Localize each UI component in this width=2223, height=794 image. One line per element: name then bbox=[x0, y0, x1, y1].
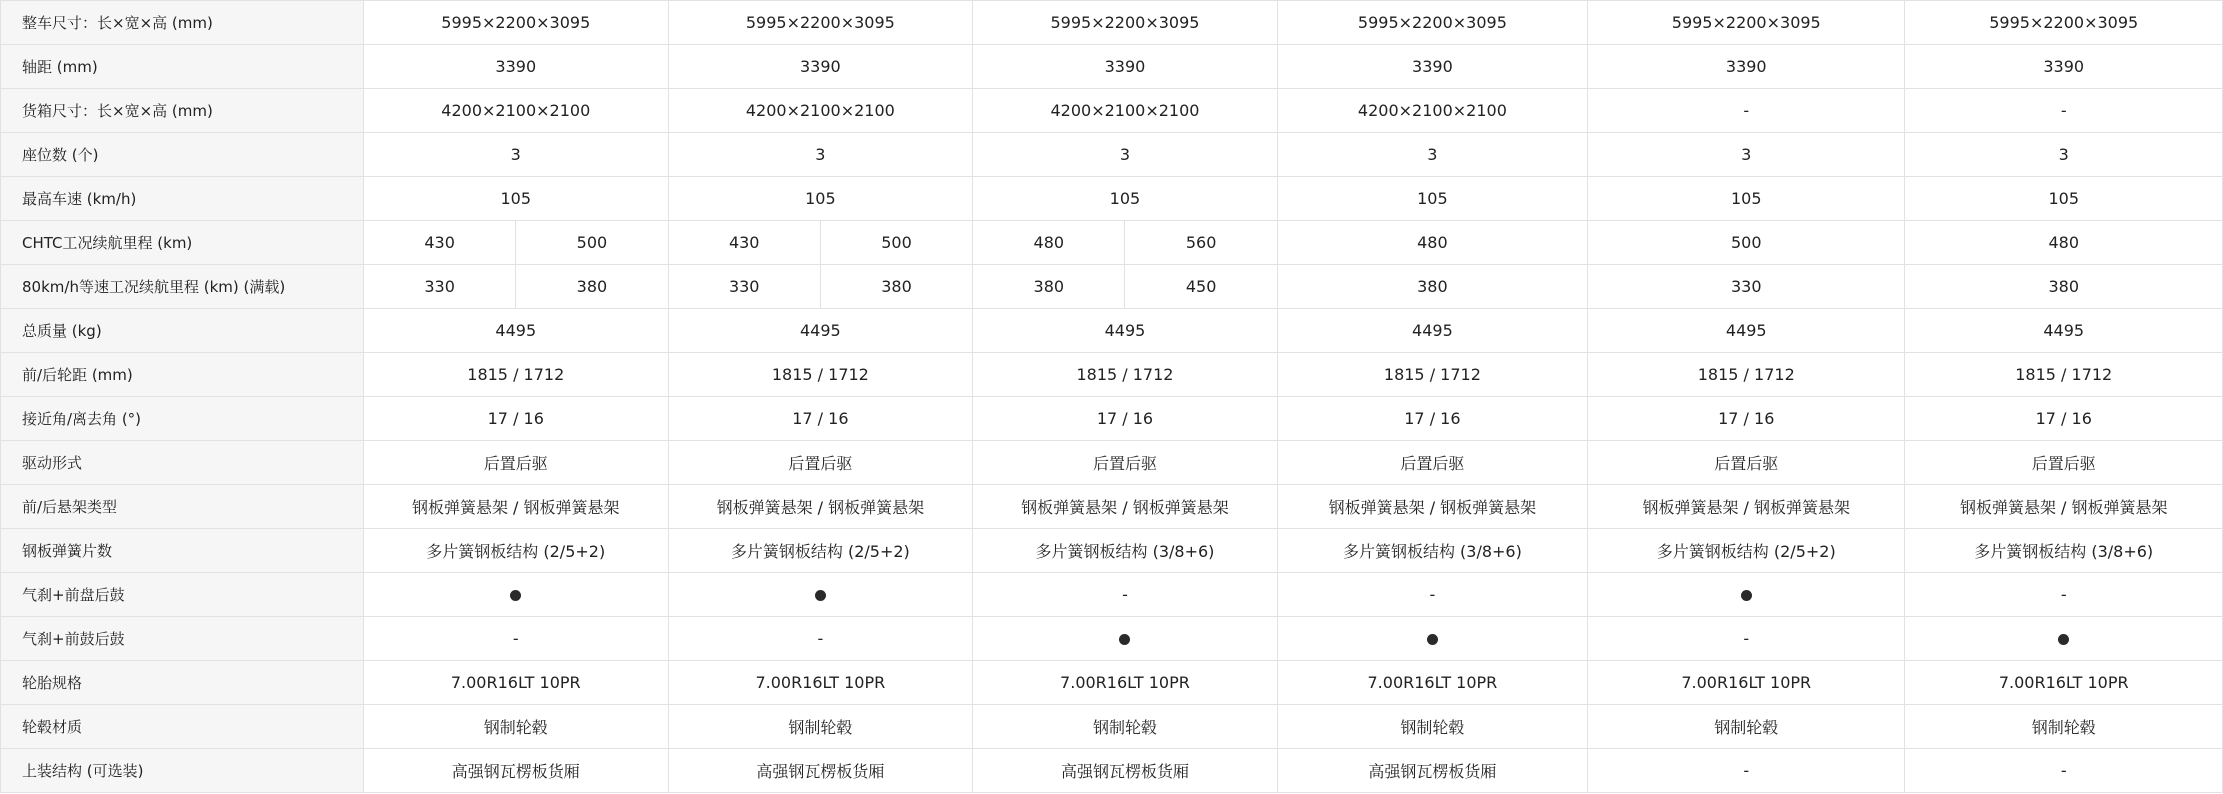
spec-subcell: 500 bbox=[820, 221, 972, 265]
spec-cell: - bbox=[1905, 89, 2223, 133]
spec-cell: 高强钢瓦楞板货厢 bbox=[973, 749, 1278, 793]
spec-cell: 1815 / 1712 bbox=[1277, 353, 1587, 397]
spec-row bbox=[1, 309, 2223, 353]
spec-cell: 17 / 16 bbox=[363, 397, 668, 441]
spec-cell: 5995×2200×3095 bbox=[1277, 1, 1587, 45]
spec-cell: 钢板弹簧悬架 / 钢板弹簧悬架 bbox=[1277, 485, 1587, 529]
spec-cell: 4495 bbox=[973, 309, 1278, 353]
spec-cell: - bbox=[1277, 573, 1587, 617]
spec-cell-standard bbox=[1277, 617, 1587, 661]
spec-cell: 4200×2100×2100 bbox=[363, 89, 668, 133]
spec-cell: - bbox=[973, 573, 1278, 617]
spec-cell: 钢制轮毂 bbox=[668, 705, 973, 749]
spec-cell: 4495 bbox=[1588, 309, 1905, 353]
spec-cell: 钢制轮毂 bbox=[973, 705, 1278, 749]
spec-row-label: 最高车速 (km/h) bbox=[1, 177, 364, 221]
spec-cell: 5995×2200×3095 bbox=[668, 1, 973, 45]
spec-cell-standard bbox=[973, 617, 1278, 661]
standard-dot-icon bbox=[1119, 634, 1130, 645]
spec-subcell: 380 bbox=[973, 265, 1125, 309]
standard-dot-icon bbox=[815, 590, 826, 601]
spec-cell: 3390 bbox=[1277, 45, 1587, 89]
spec-subcell: 450 bbox=[1125, 265, 1277, 309]
spec-cell: 后置后驱 bbox=[1277, 441, 1587, 485]
spec-cell: 7.00R16LT 10PR bbox=[363, 661, 668, 705]
spec-subcell: 380 bbox=[516, 265, 668, 309]
spec-subcell: 330 bbox=[668, 265, 820, 309]
spec-cell-standard bbox=[668, 573, 973, 617]
spec-cell: 多片簧钢板结构 (2/5+2) bbox=[1588, 529, 1905, 573]
spec-cell: 480 bbox=[1905, 221, 2223, 265]
spec-cell: 3390 bbox=[1905, 45, 2223, 89]
spec-cell: 1815 / 1712 bbox=[973, 353, 1278, 397]
spec-cell: 105 bbox=[1277, 177, 1587, 221]
spec-cell: 高强钢瓦楞板货厢 bbox=[668, 749, 973, 793]
spec-cell: 钢板弹簧悬架 / 钢板弹簧悬架 bbox=[668, 485, 973, 529]
spec-cell-standard bbox=[363, 573, 668, 617]
spec-row-label: 80km/h等速工况续航里程 (km) (满载) bbox=[1, 265, 364, 309]
spec-cell: - bbox=[1905, 749, 2223, 793]
spec-cell: 钢板弹簧悬架 / 钢板弹簧悬架 bbox=[1905, 485, 2223, 529]
spec-row-label: 驱动形式 bbox=[1, 441, 364, 485]
spec-cell: 后置后驱 bbox=[363, 441, 668, 485]
spec-cell: 3 bbox=[1277, 133, 1587, 177]
spec-row-label: 总质量 (kg) bbox=[1, 309, 364, 353]
spec-row bbox=[1, 705, 2223, 749]
spec-cell: 后置后驱 bbox=[1588, 441, 1905, 485]
spec-row-label: 气刹+前鼓后鼓 bbox=[1, 617, 364, 661]
spec-cell: 105 bbox=[973, 177, 1278, 221]
spec-cell: 17 / 16 bbox=[1588, 397, 1905, 441]
spec-cell: 105 bbox=[363, 177, 668, 221]
spec-cell: 多片簧钢板结构 (2/5+2) bbox=[668, 529, 973, 573]
spec-cell: 4495 bbox=[363, 309, 668, 353]
spec-row bbox=[1, 177, 2223, 221]
spec-cell: 3390 bbox=[1588, 45, 1905, 89]
spec-cell: 多片簧钢板结构 (3/8+6) bbox=[973, 529, 1278, 573]
spec-cell: 多片簧钢板结构 (3/8+6) bbox=[1905, 529, 2223, 573]
spec-cell: 105 bbox=[668, 177, 973, 221]
spec-subcell: 430 bbox=[668, 221, 820, 265]
spec-row bbox=[1, 133, 2223, 177]
spec-row bbox=[1, 89, 2223, 133]
standard-dot-icon bbox=[1427, 634, 1438, 645]
spec-row bbox=[1, 45, 2223, 89]
spec-row-label: 座位数 (个) bbox=[1, 133, 364, 177]
spec-cell: 105 bbox=[1905, 177, 2223, 221]
spec-cell: 高强钢瓦楞板货厢 bbox=[1277, 749, 1587, 793]
spec-cell: 1815 / 1712 bbox=[363, 353, 668, 397]
spec-cell: 1815 / 1712 bbox=[668, 353, 973, 397]
spec-row bbox=[1, 397, 2223, 441]
spec-cell: 多片簧钢板结构 (2/5+2) bbox=[363, 529, 668, 573]
spec-cell: 7.00R16LT 10PR bbox=[1905, 661, 2223, 705]
spec-cell: 钢板弹簧悬架 / 钢板弹簧悬架 bbox=[973, 485, 1278, 529]
spec-cell: 4495 bbox=[1277, 309, 1587, 353]
spec-cell: 17 / 16 bbox=[1905, 397, 2223, 441]
spec-cell: 4495 bbox=[668, 309, 973, 353]
spec-row-label: CHTC工况续航里程 (km) bbox=[1, 221, 364, 265]
spec-cell: 7.00R16LT 10PR bbox=[973, 661, 1278, 705]
spec-subcell: 430 bbox=[363, 221, 515, 265]
spec-row bbox=[1, 617, 2223, 661]
spec-subcell: 380 bbox=[820, 265, 972, 309]
spec-subcell: 480 bbox=[973, 221, 1125, 265]
spec-row-label: 气刹+前盘后鼓 bbox=[1, 573, 364, 617]
spec-cell: 330 bbox=[1588, 265, 1905, 309]
spec-cell: 高强钢瓦楞板货厢 bbox=[363, 749, 668, 793]
spec-cell: - bbox=[1588, 617, 1905, 661]
spec-cell: 钢板弹簧悬架 / 钢板弹簧悬架 bbox=[1588, 485, 1905, 529]
spec-cell: 105 bbox=[1588, 177, 1905, 221]
spec-cell: 钢制轮毂 bbox=[1277, 705, 1587, 749]
spec-cell: 后置后驱 bbox=[668, 441, 973, 485]
spec-cell: 3390 bbox=[973, 45, 1278, 89]
spec-cell: - bbox=[668, 617, 973, 661]
spec-row-label: 钢板弹簧片数 bbox=[1, 529, 364, 573]
spec-row-label: 接近角/离去角 (°) bbox=[1, 397, 364, 441]
spec-cell-standard bbox=[1588, 573, 1905, 617]
spec-cell: 480 bbox=[1277, 221, 1587, 265]
spec-cell: 380 bbox=[1905, 265, 2223, 309]
spec-cell: 多片簧钢板结构 (3/8+6) bbox=[1277, 529, 1587, 573]
spec-cell: - bbox=[1588, 89, 1905, 133]
spec-row bbox=[1, 573, 2223, 617]
spec-cell: 4495 bbox=[1905, 309, 2223, 353]
spec-cell-standard bbox=[1905, 617, 2223, 661]
spec-row-label: 轮胎规格 bbox=[1, 661, 364, 705]
spec-cell: 钢制轮毂 bbox=[363, 705, 668, 749]
spec-cell: 5995×2200×3095 bbox=[363, 1, 668, 45]
spec-row bbox=[1, 265, 2223, 309]
spec-cell: 4200×2100×2100 bbox=[668, 89, 973, 133]
spec-row bbox=[1, 749, 2223, 793]
spec-row bbox=[1, 1, 2223, 45]
spec-row-label: 前/后悬架类型 bbox=[1, 485, 364, 529]
standard-dot-icon bbox=[1741, 590, 1752, 601]
spec-row bbox=[1, 353, 2223, 397]
spec-cell: 钢制轮毂 bbox=[1588, 705, 1905, 749]
spec-cell: 5995×2200×3095 bbox=[973, 1, 1278, 45]
spec-cell: 3390 bbox=[668, 45, 973, 89]
standard-dot-icon bbox=[2058, 634, 2069, 645]
spec-row bbox=[1, 221, 2223, 265]
spec-cell: 3 bbox=[1905, 133, 2223, 177]
spec-cell: 4200×2100×2100 bbox=[973, 89, 1278, 133]
spec-cell: 7.00R16LT 10PR bbox=[1588, 661, 1905, 705]
spec-row-label: 前/后轮距 (mm) bbox=[1, 353, 364, 397]
standard-dot-icon bbox=[510, 590, 521, 601]
spec-row bbox=[1, 661, 2223, 705]
spec-cell: 4200×2100×2100 bbox=[1277, 89, 1587, 133]
spec-row-label: 轴距 (mm) bbox=[1, 45, 364, 89]
spec-cell: - bbox=[1905, 573, 2223, 617]
spec-cell: 5995×2200×3095 bbox=[1588, 1, 1905, 45]
spec-cell: 3 bbox=[973, 133, 1278, 177]
spec-cell: 后置后驱 bbox=[973, 441, 1278, 485]
spec-cell: 3 bbox=[668, 133, 973, 177]
spec-subcell: 500 bbox=[516, 221, 668, 265]
spec-row-label: 整车尺寸：长×宽×高 (mm) bbox=[1, 1, 364, 45]
spec-cell: 1815 / 1712 bbox=[1905, 353, 2223, 397]
spec-cell: 5995×2200×3095 bbox=[1905, 1, 2223, 45]
spec-cell: 7.00R16LT 10PR bbox=[668, 661, 973, 705]
spec-cell: - bbox=[363, 617, 668, 661]
spec-cell: 1815 / 1712 bbox=[1588, 353, 1905, 397]
spec-cell: 17 / 16 bbox=[668, 397, 973, 441]
spec-cell: 3390 bbox=[363, 45, 668, 89]
spec-subcell: 330 bbox=[363, 265, 515, 309]
spec-row bbox=[1, 529, 2223, 573]
spec-subcell: 560 bbox=[1125, 221, 1277, 265]
spec-cell: 钢板弹簧悬架 / 钢板弹簧悬架 bbox=[363, 485, 668, 529]
spec-cell: - bbox=[1588, 749, 1905, 793]
spec-row-label: 轮毂材质 bbox=[1, 705, 364, 749]
spec-cell: 17 / 16 bbox=[1277, 397, 1587, 441]
spec-row-label: 货箱尺寸：长×宽×高 (mm) bbox=[1, 89, 364, 133]
spec-cell: 钢制轮毂 bbox=[1905, 705, 2223, 749]
spec-cell: 500 bbox=[1588, 221, 1905, 265]
spec-row bbox=[1, 441, 2223, 485]
spec-row bbox=[1, 485, 2223, 529]
spec-cell: 17 / 16 bbox=[973, 397, 1278, 441]
spec-row-label: 上装结构 (可选装) bbox=[1, 749, 364, 793]
spec-cell: 3 bbox=[1588, 133, 1905, 177]
spec-cell: 380 bbox=[1277, 265, 1587, 309]
spec-table-body bbox=[1, 1, 2223, 793]
spec-cell: 7.00R16LT 10PR bbox=[1277, 661, 1587, 705]
spec-cell: 3 bbox=[363, 133, 668, 177]
spec-cell: 后置后驱 bbox=[1905, 441, 2223, 485]
